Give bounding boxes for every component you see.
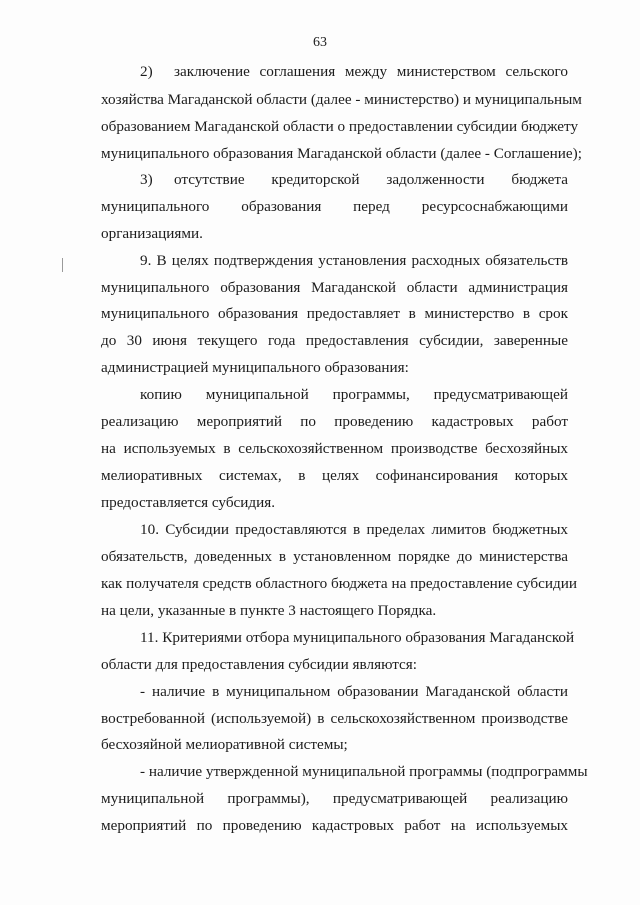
text-line: бесхозяйной мелиоративной системы;: [101, 736, 348, 753]
text-line: муниципального образования предоставляет в министерство в срок: [101, 305, 568, 322]
text-line: муниципального образования перед ресурсоснабжающими: [101, 198, 568, 215]
text-line: администрацией муниципального образования:: [101, 359, 409, 376]
text-line: востребованной (используемой) в сельскохозяйственном производстве: [101, 710, 568, 727]
text-line: - наличие утвержденной муниципальной программы (подпрограммы: [140, 763, 588, 780]
text-line: отсутствие кредиторской задолженности бюджета: [174, 171, 568, 188]
text-line: муниципальной программы), предусматривающей реализацию: [101, 790, 568, 807]
text-line: предоставляется субсидия.: [101, 494, 276, 511]
item-number-2: 2): [140, 63, 153, 80]
text-line: копию муниципальной программы, предусматривающей: [140, 386, 568, 403]
text-line: на цели, указанные в пункте 3 настоящего Порядка.: [101, 602, 437, 619]
text-line: 11. Критериями отбора муниципального образования Магаданской: [140, 629, 575, 646]
text-line: организациями.: [101, 225, 203, 242]
text-line: как получателя средств областного бюджета на предоставление субсидии: [101, 575, 577, 592]
text-line: области для предоставления субсидии являются:: [101, 656, 417, 673]
text-line: реализацию мероприятий по проведению кадастровых работ: [101, 413, 568, 430]
text-line: муниципального образования Магаданской области администрация: [101, 279, 568, 296]
page-number: 63: [313, 35, 327, 50]
text-line: хозяйства Магаданской области (далее - министерство) и муниципальным: [101, 91, 582, 108]
text-line: 10. Субсидии предоставляются в пределах лимитов бюджетных: [140, 521, 568, 538]
text-line: мелиоративных системах, в целях софинансирования которых: [101, 467, 568, 484]
text-line: заключение соглашения между министерством сельского: [174, 63, 568, 80]
text-line: до 30 июня текущего года предоставления субсидии, заверенные: [101, 332, 568, 349]
text-line: 9. В целях подтверждения установления расходных обязательств: [140, 252, 568, 269]
item-number-3: 3): [140, 171, 153, 188]
text-line: на используемых в сельскохозяйственном производстве бесхозяйных: [101, 440, 568, 457]
text-line: обязательств, доведенных в установленном порядке до министерства: [101, 548, 568, 565]
text-line: образованием Магаданской области о предоставлении субсидии бюджету: [101, 118, 579, 135]
margin-mark: [62, 258, 63, 272]
text-line: - наличие в муниципальном образовании Магаданской области: [140, 683, 568, 700]
text-line: муниципального образования Магаданской области (далее - Соглашение);: [101, 145, 582, 162]
text-line: мероприятий по проведению кадастровых работ на используемых: [101, 817, 568, 834]
